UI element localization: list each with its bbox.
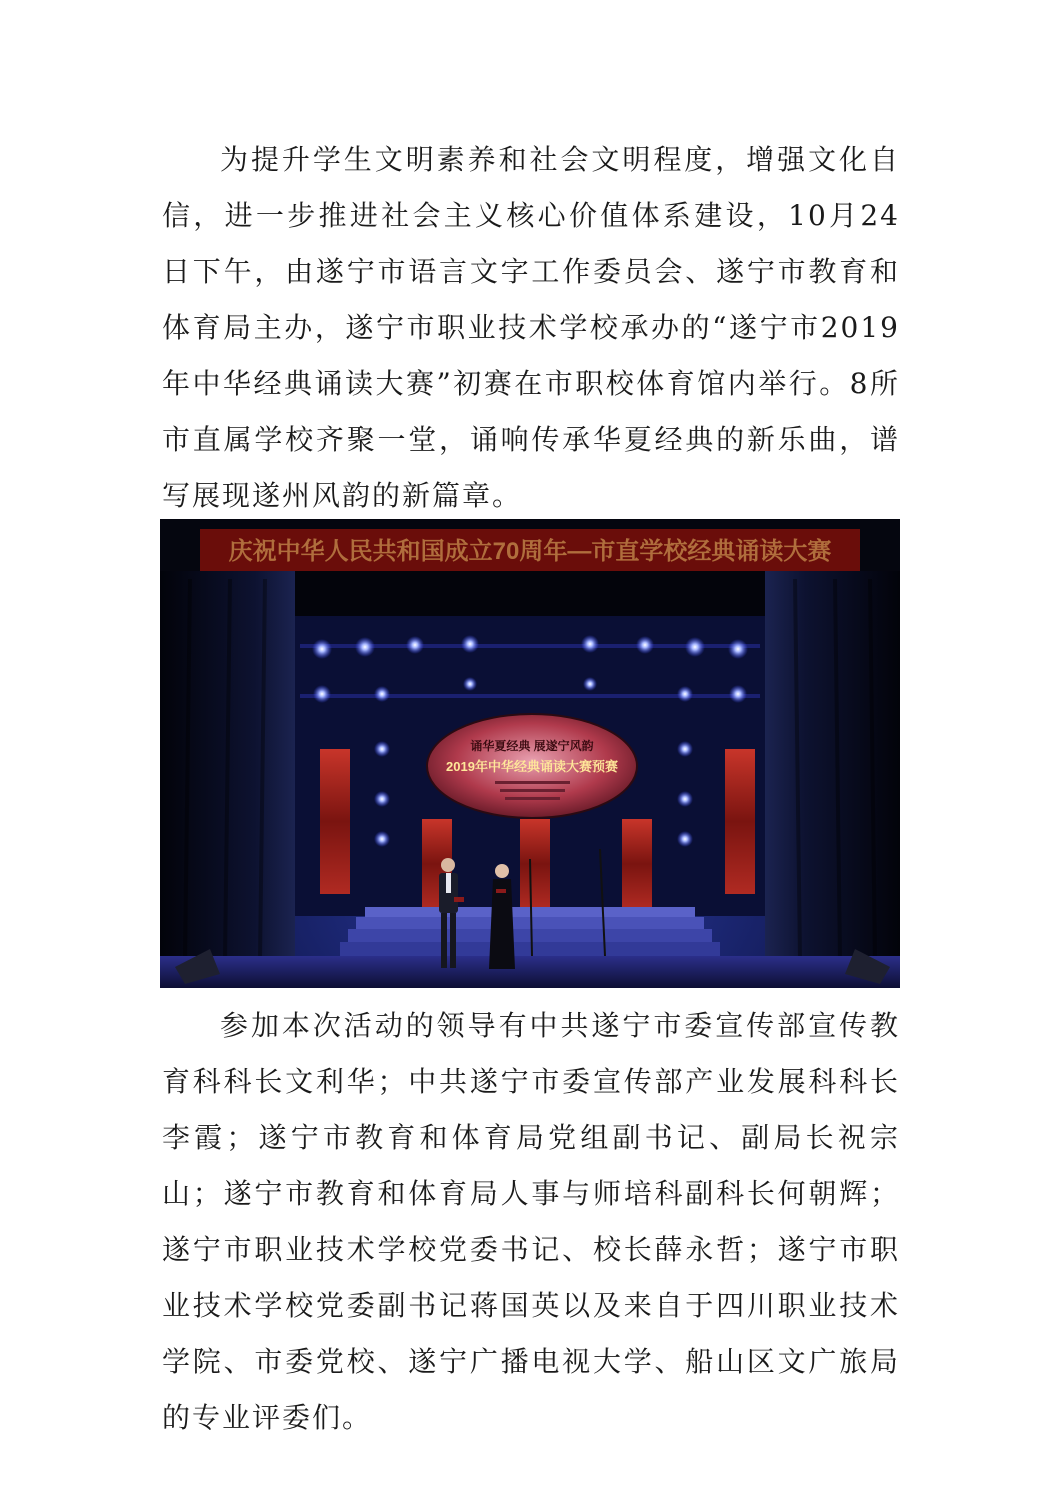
stage-photo [160,519,900,988]
screen-slogan: 诵华夏经典 展遂宁风韵 [470,739,594,753]
stage-photo-drawing [160,519,900,988]
red-panel-left-outer [320,749,350,894]
red-panel-right-inner [622,819,652,909]
attendees-paragraph: 参加本次活动的领导有中共遂宁市委宣传部宣传教育科科长文利华；中共遂宁市委宣传部产业发展科科长李霞；遂宁市教育和体育局党组副书记、副局长祝宗山；遂宁市教育和体育局人事与师培科副科长何朝辉；遂宁市职业技术学校党委书记、校长薛永哲；遂宁市职业技术学校党委副书记蒋国英以及来自于四川职业技术学院、市委党校、遂宁广播电视大学、船山区文广旅局的专业评委们。 [162,1009,900,1434]
red-panel-right-outer [725,749,755,894]
red-panel-center [520,819,550,909]
right-curtain [765,571,900,988]
banner-text: 庆祝中华人民共和国成立70周年—市直学校经典诵读大赛 [228,538,832,565]
stage-steps [340,907,720,956]
screen-title: 2019年中华经典诵读大赛预赛 [446,759,618,774]
intro-paragraph: 为提升学生文明素养和社会文明程度，增强文化自信，进一步推进社会主义核心价值体系建设，10月24日下午，由遂宁市语言文字工作委员会、遂宁市教育和体育局主办，遂宁市职业技术学校承办的“遂宁市2019年中华经典诵读大赛”初赛在市职校体育馆内举行。8所市直属学校齐聚一堂，诵响传承华夏经典的新乐曲，谱写展现遂州风韵的新篇章。 [162,143,900,512]
